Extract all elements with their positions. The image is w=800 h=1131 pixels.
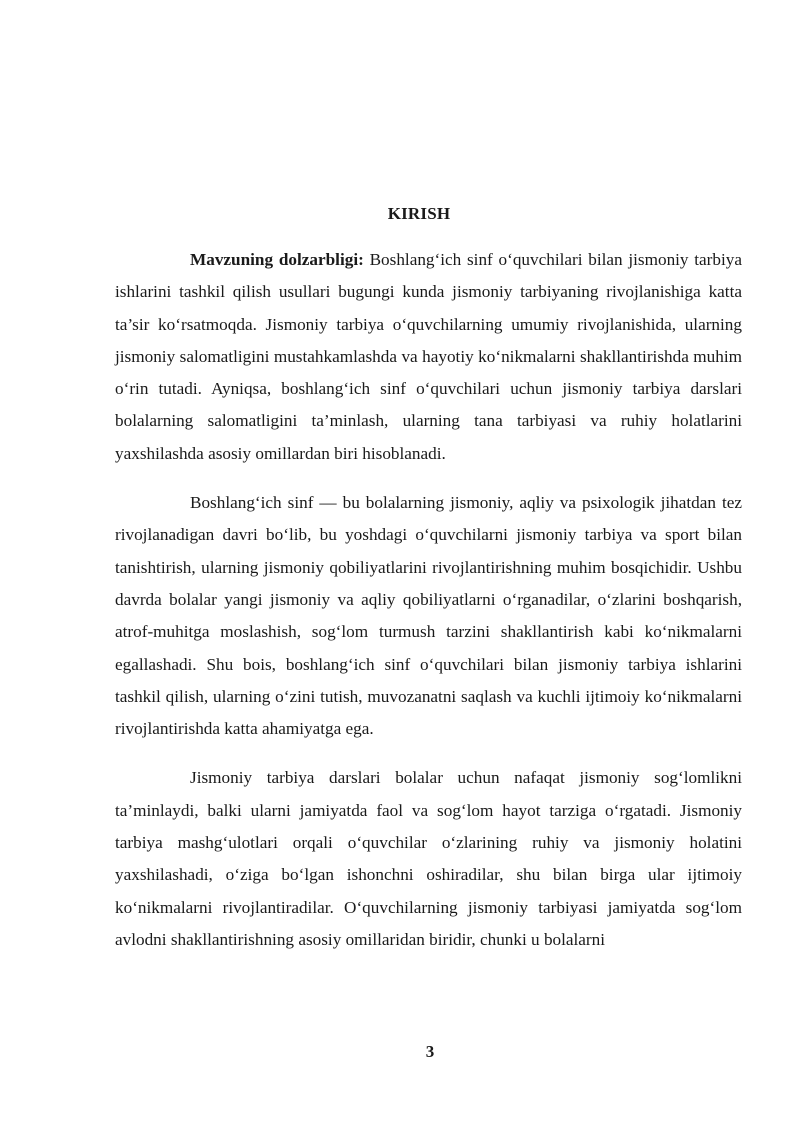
section-title: KIRISH xyxy=(387,204,451,223)
paragraph-physical-education: Jismoniy tarbiya darslari bolalar uchun nafaqat jismoniy sog‘lomlikni ta’minlaydi, balki ularni jamiyatda faol va sog‘lom hayot tarziga o‘rgatadi. Jismoniy tarbiya mashg‘ulotlari orqali o‘quvchilar o‘zlarining ruhiy va jismoniy holatini yaxshilashadi, o‘ziga bo‘lgan ishonchni oshiradilar, shu bilan birga ular ijtimoiy ko‘nikmalarni rivojlantiradilar. O‘quvchilarning jismoniy tarbiyasi jamiyatda sog‘lom avlodni shakllantirishning asosiy omillaridan biridir, chunki u bolalarni xyxy=(115,768,742,949)
page-number: 3 xyxy=(425,1042,435,1061)
paragraph-primary-school: Boshlang‘ich sinf — bu bolalarning jismoniy, aqliy va psixologik jihatdan tez rivojlanadigan davri bo‘lib, bu yoshdagi o‘quvchilarni jismoniy tarbiya va sport bilan tanishtirish, ularning jismoniy qobiliyatlarini rivojlantirishning muhim bosqichidir. Ushbu davrda bolalar yangi jismoniy va aqliy qobiliyatlarni o‘rganadilar, o‘zlarini boshqarish, atrof-muhitga moslashish, sog‘lom turmush tarzini shakllantirish kabi ko‘nikmalarni egallashadi. Shu bois, boshlang‘ich sinf o‘quvchilari bilan jismoniy tarbiya ishlarini tashkil qilish, ularning o‘zini tutish, muvozanatni saqlash va kuchli ijtimoiy ko‘nikmalarni rivojlantirishda katta ahamiyatga ega. xyxy=(115,493,742,739)
paragraph-relevance xyxy=(115,244,742,470)
relevance-label: Mavzuning dolzarbligi: xyxy=(190,250,364,269)
paragraph-text: Boshlang‘ich sinf o‘quvchilari bilan jismoniy tarbiya ishlarini tashkil qilish usullari bugungi kunda jismoniy tarbiyaning rivojlanishiga katta ta’sir ko‘rsatmoqda. Jismoniy tarbiya o‘quvchilarning umumiy rivojlanishida, ularning jismoniy salomatligini mustahkamlashda va hayotiy ko‘nikmalarni shakllantirishda muhim o‘rin tutadi. Ayniqsa, boshlang‘ich sinf o‘quvchilari uchun jismoniy tarbiya darslari bolalarning salomatligini ta’minlash, ularning tana tarbiyasi va ruhiy holatlarini yaxshilashda asosiy omillardan biri hisoblanadi. xyxy=(115,250,742,463)
body-text xyxy=(115,244,742,956)
